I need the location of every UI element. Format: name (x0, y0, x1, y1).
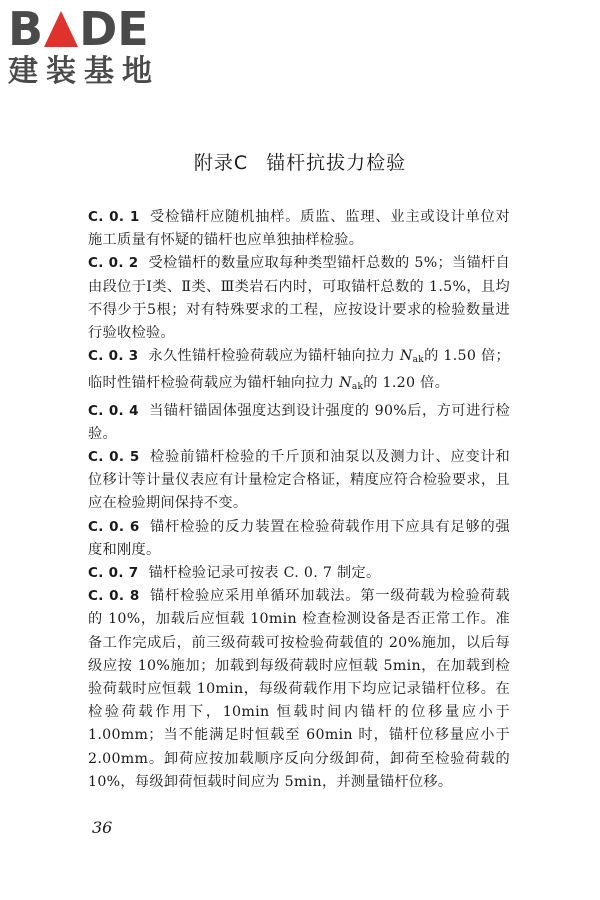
clause-c05 (88, 446, 510, 516)
clause-number: C. 0. 3 (88, 348, 139, 365)
symbol-subscript: ak (351, 382, 364, 393)
clause-number: C. 0. 8 (88, 588, 140, 605)
clause-text: 锚杆检验的反力装置在检验荷载作用下应具有足够的强度和刚度。 (88, 518, 510, 558)
clause-number: C. 0. 7 (88, 565, 139, 582)
logo-subtitle: 建装基地 (8, 54, 160, 89)
clause-c08 (88, 585, 510, 794)
clause-number: C. 0. 5 (88, 449, 140, 466)
appendix-title: 锚杆抗拔力检验 (266, 152, 407, 174)
clause-text: 的 1.20 倍。 (363, 375, 450, 392)
page-number: 36 (92, 818, 113, 837)
logo-triangle-icon (44, 11, 78, 47)
clause-number: C. 0. 2 (88, 255, 139, 272)
clause-c03 (88, 345, 510, 399)
clause-text: 受检锚杆应随机抽样。质监、监理、业主或设计单位对施工质量有怀疑的锚杆也应单独抽样检验。 (88, 209, 510, 249)
symbol-subscript: ak (412, 355, 425, 366)
logo (8, 4, 178, 90)
clause-number: C. 0. 6 (88, 518, 140, 535)
logo-wordmark: B DE (8, 2, 149, 56)
clause-text: 锚杆检验记录可按表 C. 0. 7 制定。 (148, 565, 381, 582)
page-title (0, 148, 600, 175)
clause-number: C. 0. 1 (88, 209, 140, 225)
clause-text: 当锚杆锚固体强度达到设计强度的 90%后，方可进行检验。 (88, 402, 510, 442)
clause-c04 (88, 400, 510, 446)
symbol-n: N (399, 348, 413, 365)
clause-text: 永久性锚杆检验荷载应为锚杆轴向拉力 (148, 348, 396, 365)
clause-text: 受检锚杆的数量应取每种类型锚杆总数的 5%；当锚杆自由段位于Ⅰ类、Ⅱ类、Ⅲ类岩石内时，可取锚杆总数的 1.5%，且均不得少于5根；对有特殊要求的工程，应按设计要求的检验数量进行验收检验。 (88, 255, 510, 342)
clause-text: 的 1.50 倍；临时性锚杆检验荷载应为锚杆轴向拉力 (88, 348, 510, 392)
clause-c01 (88, 206, 510, 252)
clause-c07 (88, 562, 510, 585)
clause-text: 锚杆检验应采用单循环加载法。第一级荷载为检验荷载的 10%，加载后应恒载 10min 检查检测设备是否正常工作。准备工作完成后，前三级荷载可按检验荷载值的 20%施加，以后每级应按 10%施加；加载到每级荷载时应恒载 5min，在加载到检验荷载时应恒载 10min，每级荷载作用下均应记录锚杆位移。在检验荷载作用下，10min 恒载时间内锚杆的位移量应小于 1.00mm；当不能满足时恒载至 60min 时，锚杆位移量应小于 2.00mm。卸荷应按加载顺序反向分级卸荷，卸荷至检验荷载的 10%，每级卸荷恒载时间应为 5min，并测量锚杆位移。 (88, 588, 510, 790)
clause-list (88, 206, 510, 794)
clause-c06 (88, 516, 510, 562)
appendix-label: 附录C (193, 152, 249, 174)
clause-number: C. 0. 4 (88, 402, 139, 419)
clause-text: 检验前锚杆检验的千斤顶和油泵以及测力计、应变计和位移计等计量仪表应有计量检定合格证，精度应符合检验要求，且应在检验期间保持不变。 (88, 449, 510, 512)
symbol-n: N (339, 375, 352, 392)
clause-c02 (88, 252, 510, 345)
